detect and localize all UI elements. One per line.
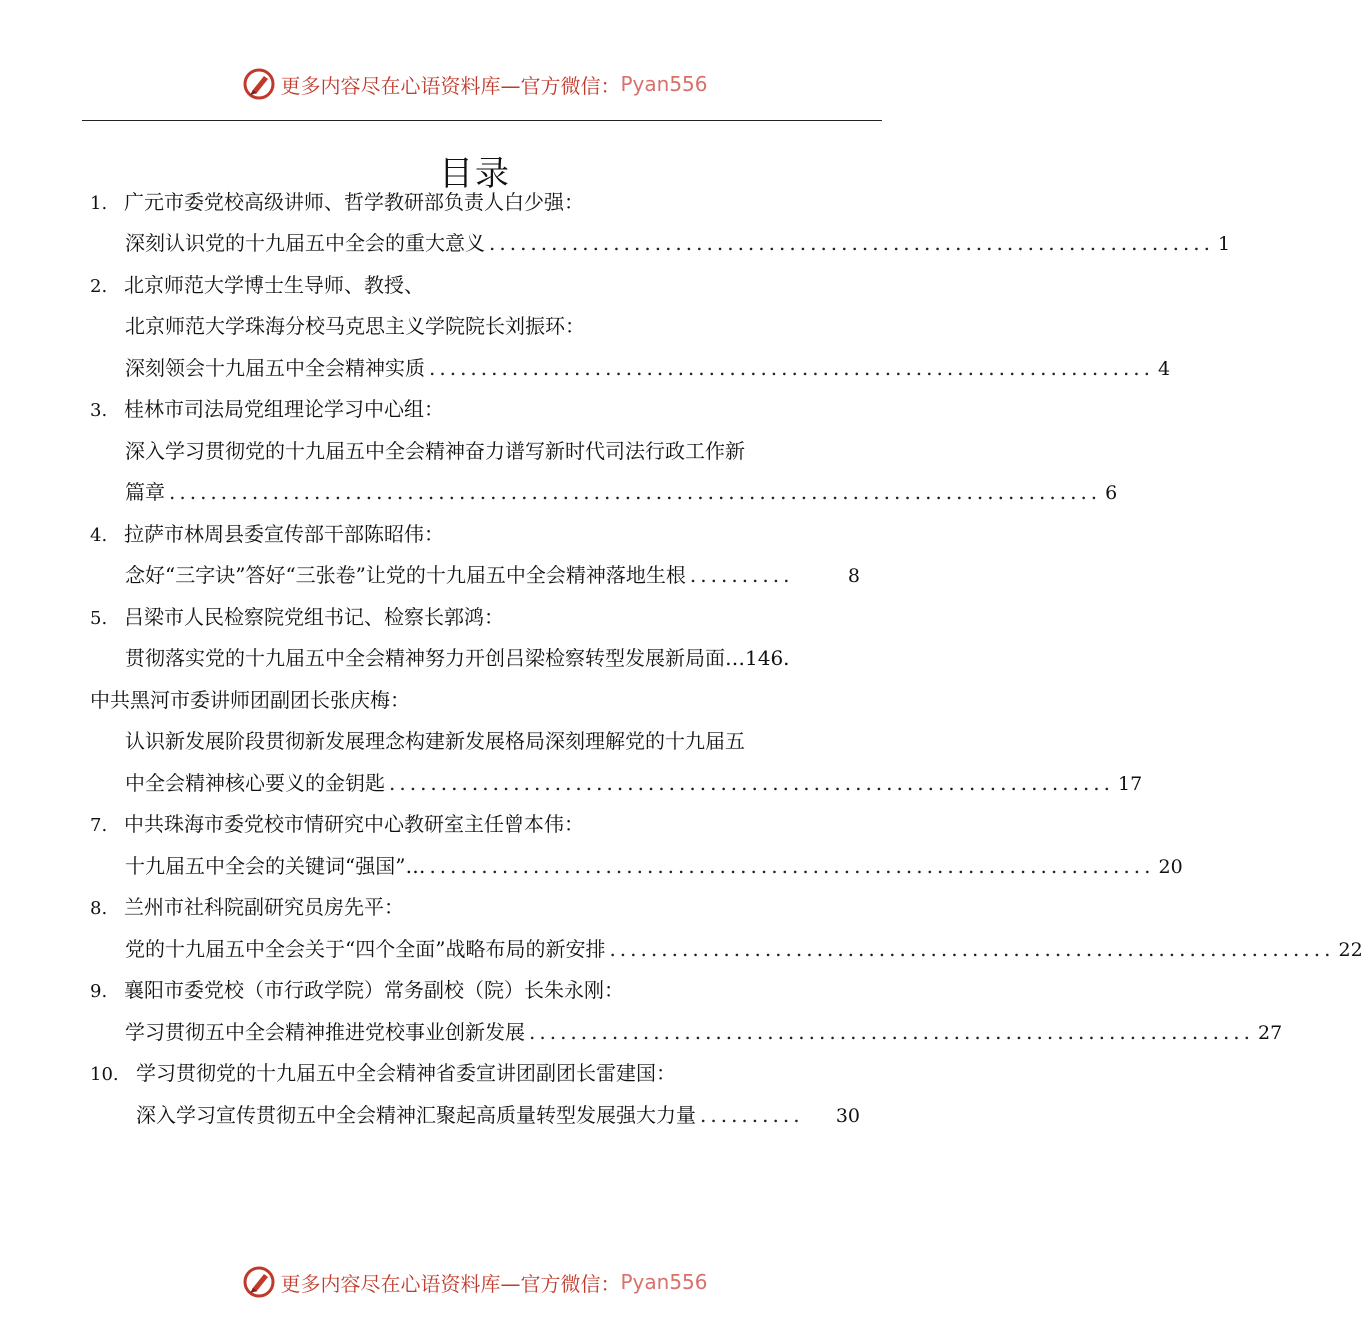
toc-entry-author: 吕梁市人民检察院党组书记、检察长郭鸿：	[124, 605, 504, 629]
toc-entry-page: 17	[1118, 773, 1143, 795]
toc-entry-page: 30	[835, 1105, 860, 1127]
banner-text: 更多内容尽在心语资料库—官方微信：	[280, 73, 621, 98]
toc-entry-author: 广元市委党校高级讲师、哲学教研部负责人白少强：	[124, 190, 584, 214]
toc-entry-1-title[interactable]	[125, 223, 1231, 264]
toc-title: 目录	[439, 154, 511, 194]
toc-entry-author: 北京师范大学博士生导师、教授、	[124, 273, 424, 297]
toc-entry-title: 念好“三字诀”答好“三张卷”让党的十九届五中全会精神落地生根	[125, 563, 686, 587]
toc-entry-4-heading[interactable]	[90, 514, 444, 555]
toc-entry-8-heading[interactable]	[90, 887, 404, 928]
toc-entry-title: 深入学习宣传贯彻五中全会精神汇聚起高质量转型发展强大力量	[136, 1103, 696, 1127]
toc-entry-5-title[interactable]	[125, 638, 790, 679]
toc-entry-page: 1	[1218, 233, 1231, 255]
toc-entry-page: 22	[1338, 939, 1363, 961]
dot-leader: ......................................................................	[429, 854, 1155, 878]
toc-entry-title: 十九届五中全会的关键词“强国”…	[125, 854, 426, 878]
toc-entry-title: 中全会精神核心要义的金钥匙	[125, 771, 385, 795]
toc-entry-2-heading[interactable]	[90, 265, 424, 306]
toc-entry-author: 北京师范大学珠海分校马克思主义学院院长刘振环：	[125, 314, 585, 338]
toc-entry-6-heading[interactable]	[90, 680, 410, 721]
banner-handle: Pyan556	[620, 72, 708, 96]
banner-text: 更多内容尽在心语资料库—官方微信：	[280, 1271, 621, 1296]
toc-entry-title: 深刻认识党的十九届五中全会的重大意义	[125, 231, 485, 255]
toc-entry-number: 1.	[90, 193, 108, 214]
toc-entry-title: 党的十九届五中全会关于“四个全面”战略布局的新安排	[125, 937, 606, 961]
toc-entry-4-title[interactable]	[125, 555, 860, 596]
toc-entry-3-title[interactable]	[125, 431, 745, 472]
toc-entry-page: 4	[1158, 358, 1171, 380]
toc-entry-5-heading[interactable]	[90, 597, 504, 638]
pen-logo-icon	[242, 1265, 276, 1299]
toc-entry-number: 4.	[90, 525, 108, 546]
dot-leader: ......................................................................	[389, 771, 1115, 795]
dot-leader: ..........	[689, 563, 794, 587]
toc-entry-6-title-cont[interactable]	[125, 763, 1143, 804]
toc-entry-author: 拉萨市林周县委宣传部干部陈昭伟：	[124, 522, 444, 546]
toc-entry-3-heading[interactable]	[90, 389, 444, 430]
toc-entry-10-heading[interactable]	[90, 1053, 676, 1094]
toc-entry-page: 6	[1105, 482, 1118, 504]
dot-leader: ......................................................................	[489, 231, 1215, 255]
toc-entry-author: 中共黑河市委讲师团副团长张庆梅：	[90, 688, 410, 712]
dot-leader: ......................................................................	[429, 356, 1155, 380]
toc-entry-title: 深刻领会十九届五中全会精神实质	[125, 356, 425, 380]
dot-leader: ..........................................................................................	[169, 480, 1102, 504]
toc-entry-9-heading[interactable]	[90, 970, 624, 1011]
toc-entry-1-heading[interactable]	[90, 182, 584, 223]
toc-entry-number: 3.	[90, 400, 108, 421]
header-divider	[82, 120, 882, 121]
toc-entry-author: 中共珠海市委党校市情研究中心教研室主任曾本伟：	[124, 812, 584, 836]
toc-entry-number: 8.	[90, 898, 108, 919]
toc-entry-title: 认识新发展阶段贯彻新发展理念构建新发展格局深刻理解党的十九届五	[125, 729, 745, 753]
toc-entry-author: 桂林市司法局党组理论学习中心组：	[124, 397, 444, 421]
toc-entry-number: 9.	[90, 981, 108, 1002]
toc-entry-7-title[interactable]	[125, 846, 1183, 887]
pen-logo-icon	[242, 67, 276, 101]
toc-entry-9-title[interactable]	[125, 1012, 1283, 1053]
banner-handle: Pyan556	[620, 1270, 708, 1294]
toc-entry-page: 20	[1158, 856, 1183, 878]
toc-entry-number: 2.	[90, 276, 108, 297]
toc-entry-author: 兰州市社科院副研究员房先平：	[124, 895, 404, 919]
header-banner	[0, 64, 950, 104]
toc-entry-2-title[interactable]	[125, 348, 1171, 389]
toc-entry-8-title[interactable]	[125, 929, 1363, 970]
toc-entry-title: 篇章	[125, 480, 165, 504]
toc-entry-6-title[interactable]	[125, 721, 745, 762]
toc-entry-title: 深入学习贯彻党的十九届五中全会精神奋力谱写新时代司法行政工作新	[125, 439, 745, 463]
footer-banner	[0, 1262, 950, 1302]
toc-entry-page: 27	[1258, 1022, 1283, 1044]
toc-entry-title: 学习贯彻五中全会精神推进党校事业创新发展	[125, 1020, 525, 1044]
toc-entry-author: 学习贯彻党的十九届五中全会精神省委宣讲团副团长雷建国：	[136, 1061, 676, 1085]
dot-leader: ......................................................................	[529, 1020, 1255, 1044]
toc-entry-page: 8	[847, 565, 860, 587]
toc-entry-10-title[interactable]	[136, 1095, 860, 1136]
toc-entry-3-title-cont[interactable]	[125, 472, 1118, 513]
toc-entry-number: 5.	[90, 608, 108, 629]
dot-leader: ......................................................................	[609, 937, 1335, 961]
toc-entry-author: 襄阳市委党校（市行政学院）常务副校（院）长朱永刚：	[124, 978, 624, 1002]
toc-entry-number: 10.	[90, 1064, 119, 1085]
toc-entry-2-author-cont	[125, 306, 585, 347]
toc-entry-number: 7.	[90, 815, 108, 836]
toc-entry-7-heading[interactable]	[90, 804, 584, 845]
dot-leader: ..........	[700, 1103, 804, 1127]
toc-entry-title: 贯彻落实党的十九届五中全会精神努力开创吕梁检察转型发展新局面…146.	[125, 646, 790, 670]
